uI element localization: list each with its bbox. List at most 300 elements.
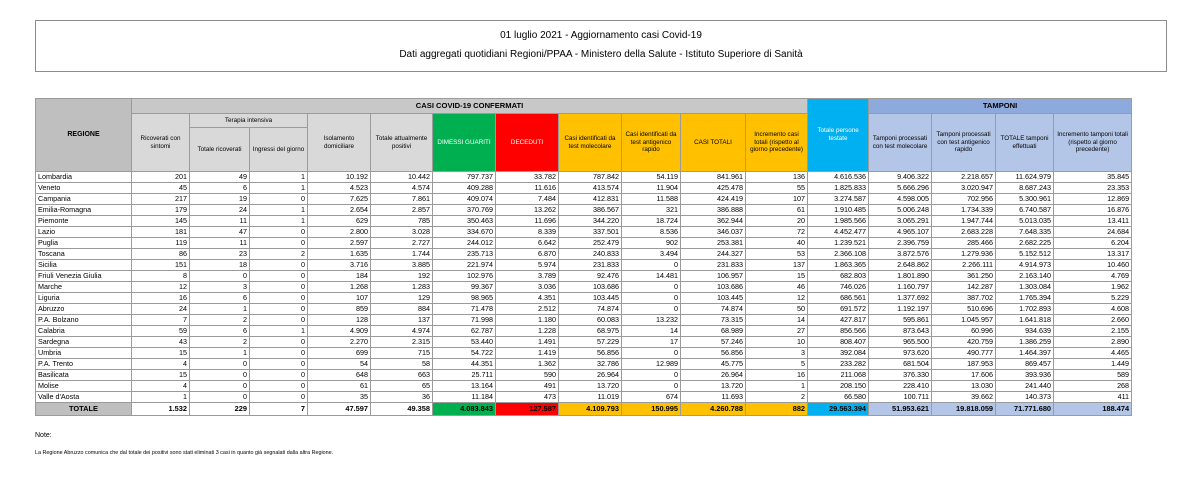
region-name-cell: Veneto xyxy=(36,183,132,194)
table-row xyxy=(36,216,1132,227)
table-cell: 681.504 xyxy=(869,359,932,370)
table-cell: 6 xyxy=(190,183,250,194)
table-cell: 3.872.576 xyxy=(869,249,932,260)
table-cell: 145 xyxy=(132,216,190,227)
col-casi-antigenico: Casi identificati da test antigenico rapido xyxy=(622,114,681,172)
table-cell: 24 xyxy=(132,304,190,315)
table-cell: 4.523 xyxy=(308,183,371,194)
total-cell: 188.474 xyxy=(1054,403,1132,416)
table-cell: 241.440 xyxy=(996,381,1054,392)
table-cell: 36 xyxy=(371,392,433,403)
table-cell: 17 xyxy=(622,337,681,348)
table-cell: 409.288 xyxy=(433,183,496,194)
table-cell: 702.956 xyxy=(932,194,996,205)
table-cell: 17.606 xyxy=(932,370,996,381)
table-cell: 11 xyxy=(190,238,250,249)
col-persone-testate: Totale persone testate xyxy=(808,99,869,172)
table-cell: 66.580 xyxy=(808,392,869,403)
col-ricoverati: Ricoverati con sintomi xyxy=(132,114,190,172)
total-cell: 7 xyxy=(250,403,308,416)
table-cell: 56.856 xyxy=(681,348,746,359)
table-cell: 0 xyxy=(622,282,681,293)
table-cell: 49 xyxy=(190,172,250,183)
table-cell: 103.445 xyxy=(559,293,622,304)
table-cell: 7.861 xyxy=(371,194,433,205)
table-cell: 268 xyxy=(1054,381,1132,392)
table-row xyxy=(36,172,1132,183)
table-cell: 19 xyxy=(190,194,250,205)
group-terapia-intensiva: Terapia intensiva xyxy=(190,114,308,128)
table-cell: 629 xyxy=(308,216,371,227)
table-cell: 3.494 xyxy=(622,249,681,260)
col-attualmente-positivi: Totale attualmente positivi xyxy=(371,114,433,172)
table-cell: 6.740.587 xyxy=(996,205,1054,216)
table-cell: 346.037 xyxy=(681,227,746,238)
table-cell: 2.890 xyxy=(1054,337,1132,348)
table-cell: 10.192 xyxy=(308,172,371,183)
col-ti-ingressi: Ingressi del giorno xyxy=(250,128,308,172)
table-cell: 2.315 xyxy=(371,337,433,348)
total-cell: 71.771.680 xyxy=(996,403,1054,416)
table-cell: 71.478 xyxy=(433,304,496,315)
table-cell: 15 xyxy=(132,348,190,359)
table-cell: 221.974 xyxy=(433,260,496,271)
table-cell: 99.367 xyxy=(433,282,496,293)
total-cell: 229 xyxy=(190,403,250,416)
table-cell: 2 xyxy=(190,315,250,326)
table-cell: 1.283 xyxy=(371,282,433,293)
table-cell: 686.561 xyxy=(808,293,869,304)
table-cell: 184 xyxy=(308,271,371,282)
table-cell: 5.006.248 xyxy=(869,205,932,216)
table-cell: 142.287 xyxy=(932,282,996,293)
table-cell: 5.300.961 xyxy=(996,194,1054,205)
table-cell: 181 xyxy=(132,227,190,238)
table-cell: 1.801.890 xyxy=(869,271,932,282)
table-cell: 0 xyxy=(250,381,308,392)
table-cell: 2.155 xyxy=(1054,326,1132,337)
table-cell: 285.466 xyxy=(932,238,996,249)
region-name-cell: Abruzzo xyxy=(36,304,132,315)
region-name-cell: Lombardia xyxy=(36,172,132,183)
region-name-cell: P.A. Bolzano xyxy=(36,315,132,326)
table-cell: 100.711 xyxy=(869,392,932,403)
total-cell: 150.995 xyxy=(622,403,681,416)
col-tamponi-antigenico: Tamponi processati con test antigenico rapido xyxy=(932,114,996,172)
table-cell: 4.974 xyxy=(371,326,433,337)
table-cell: 411 xyxy=(1054,392,1132,403)
table-cell: 1.910.485 xyxy=(808,205,869,216)
table-cell: 5.013.035 xyxy=(996,216,1054,227)
region-name-cell: Calabria xyxy=(36,326,132,337)
table-cell: 595.861 xyxy=(869,315,932,326)
region-name-cell: Emilia-Romagna xyxy=(36,205,132,216)
table-cell: 11 xyxy=(190,216,250,227)
table-cell: 187.953 xyxy=(932,359,996,370)
table-cell: 2.683.228 xyxy=(932,227,996,238)
table-cell: 16 xyxy=(746,370,808,381)
total-row xyxy=(36,403,1132,416)
table-cell: 424.419 xyxy=(681,194,746,205)
table-cell: 393.936 xyxy=(996,370,1054,381)
table-cell: 321 xyxy=(622,205,681,216)
table-cell: 392.084 xyxy=(808,348,869,359)
table-cell: 4.914.973 xyxy=(996,260,1054,271)
table-cell: 92.476 xyxy=(559,271,622,282)
table-cell: 10 xyxy=(746,337,808,348)
table-row xyxy=(36,359,1132,370)
table-cell: 491 xyxy=(496,381,559,392)
table-row xyxy=(36,337,1132,348)
group-tamponi: TAMPONI xyxy=(869,99,1132,114)
col-tamponi-totale: TOTALE tamponi effettuati xyxy=(996,114,1054,172)
table-cell: 102.976 xyxy=(433,271,496,282)
table-cell: 0 xyxy=(190,392,250,403)
table-cell: 13.232 xyxy=(622,315,681,326)
table-cell: 2.266.111 xyxy=(932,260,996,271)
table-cell: 1.449 xyxy=(1054,359,1132,370)
table-cell: 201 xyxy=(132,172,190,183)
table-cell: 192 xyxy=(371,271,433,282)
table-cell: 10.460 xyxy=(1054,260,1132,271)
table-cell: 7.625 xyxy=(308,194,371,205)
table-cell: 14.481 xyxy=(622,271,681,282)
table-cell: 5 xyxy=(746,359,808,370)
table-cell: 45 xyxy=(132,183,190,194)
table-cell: 1.419 xyxy=(496,348,559,359)
table-cell: 0 xyxy=(190,359,250,370)
table-cell: 691.572 xyxy=(808,304,869,315)
table-cell: 55 xyxy=(746,183,808,194)
table-cell: 427.817 xyxy=(808,315,869,326)
table-cell: 1.377.692 xyxy=(869,293,932,304)
table-cell: 45.775 xyxy=(681,359,746,370)
total-cell: 47.597 xyxy=(308,403,371,416)
table-cell: 884 xyxy=(371,304,433,315)
table-cell: 2.727 xyxy=(371,238,433,249)
table-cell: 1.045.957 xyxy=(932,315,996,326)
region-name-cell: Lazio xyxy=(36,227,132,238)
table-cell: 7.484 xyxy=(496,194,559,205)
table-cell: 103.445 xyxy=(681,293,746,304)
table-row xyxy=(36,315,1132,326)
total-cell: 51.953.621 xyxy=(869,403,932,416)
table-cell: 3.716 xyxy=(308,260,371,271)
table-cell: 11.904 xyxy=(622,183,681,194)
table-cell: 68.975 xyxy=(559,326,622,337)
table-cell: 68.989 xyxy=(681,326,746,337)
table-cell: 24 xyxy=(190,205,250,216)
table-cell: 11.696 xyxy=(496,216,559,227)
table-cell: 350.463 xyxy=(433,216,496,227)
region-name-cell: Piemonte xyxy=(36,216,132,227)
table-cell: 1.702.893 xyxy=(996,304,1054,315)
group-casi-confermati: CASI COVID-19 CONFERMATI xyxy=(132,99,808,114)
table-cell: 11.693 xyxy=(681,392,746,403)
table-cell: 15 xyxy=(132,370,190,381)
table-cell: 1 xyxy=(132,392,190,403)
table-cell: 8.536 xyxy=(622,227,681,238)
table-cell: 0 xyxy=(190,271,250,282)
table-cell: 4.769 xyxy=(1054,271,1132,282)
table-cell: 40 xyxy=(746,238,808,249)
table-cell: 208.150 xyxy=(808,381,869,392)
table-cell: 129 xyxy=(371,293,433,304)
table-cell: 26.964 xyxy=(559,370,622,381)
table-cell: 217 xyxy=(132,194,190,205)
table-cell: 4.909 xyxy=(308,326,371,337)
table-cell: 0 xyxy=(250,227,308,238)
table-cell: 12 xyxy=(132,282,190,293)
table-cell: 1 xyxy=(746,381,808,392)
table-cell: 1.765.394 xyxy=(996,293,1054,304)
total-cell: 1.532 xyxy=(132,403,190,416)
table-cell: 0 xyxy=(250,348,308,359)
table-cell: 0 xyxy=(622,370,681,381)
table-cell: 4.965.107 xyxy=(869,227,932,238)
table-cell: 859 xyxy=(308,304,371,315)
table-cell: 0 xyxy=(250,370,308,381)
table-cell: 785 xyxy=(371,216,433,227)
table-cell: 5.152.512 xyxy=(996,249,1054,260)
table-cell: 6.642 xyxy=(496,238,559,249)
table-cell: 0 xyxy=(250,304,308,315)
region-name-cell: Sicilia xyxy=(36,260,132,271)
table-cell: 140.373 xyxy=(996,392,1054,403)
col-deceduti: DECEDUTI xyxy=(496,114,559,172)
table-row xyxy=(36,260,1132,271)
table-cell: 873.643 xyxy=(869,326,932,337)
table-cell: 1.947.744 xyxy=(932,216,996,227)
table-cell: 13.411 xyxy=(1054,216,1132,227)
table-row xyxy=(36,370,1132,381)
table-cell: 13.164 xyxy=(433,381,496,392)
table-cell: 1.744 xyxy=(371,249,433,260)
table-cell: 1 xyxy=(190,304,250,315)
table-cell: 787.842 xyxy=(559,172,622,183)
table-cell: 5.666.296 xyxy=(869,183,932,194)
table-cell: 71.998 xyxy=(433,315,496,326)
table-cell: 808.407 xyxy=(808,337,869,348)
table-cell: 344.220 xyxy=(559,216,622,227)
table-cell: 57.246 xyxy=(681,337,746,348)
table-row xyxy=(36,293,1132,304)
table-cell: 490.777 xyxy=(932,348,996,359)
table-cell: 119 xyxy=(132,238,190,249)
table-cell: 3.065.291 xyxy=(869,216,932,227)
table-cell: 58 xyxy=(371,359,433,370)
table-row xyxy=(36,238,1132,249)
table-cell: 61 xyxy=(308,381,371,392)
table-cell: 0 xyxy=(250,271,308,282)
table-cell: 1.386.259 xyxy=(996,337,1054,348)
table-cell: 4.598.005 xyxy=(869,194,932,205)
table-cell: 4.351 xyxy=(496,293,559,304)
table-cell: 137 xyxy=(371,315,433,326)
table-row xyxy=(36,304,1132,315)
table-cell: 54.119 xyxy=(622,172,681,183)
table-cell: 841.961 xyxy=(681,172,746,183)
table-cell: 2.660 xyxy=(1054,315,1132,326)
region-name-cell: Liguria xyxy=(36,293,132,304)
table-cell: 1.985.566 xyxy=(808,216,869,227)
table-cell: 47 xyxy=(190,227,250,238)
table-cell: 54 xyxy=(308,359,371,370)
table-cell: 11.624.979 xyxy=(996,172,1054,183)
table-cell: 2.654 xyxy=(308,205,371,216)
table-cell: 3 xyxy=(190,282,250,293)
table-cell: 57.229 xyxy=(559,337,622,348)
table-cell: 1.192.197 xyxy=(869,304,932,315)
table-cell: 3 xyxy=(746,348,808,359)
total-cell: 19.818.059 xyxy=(932,403,996,416)
table-cell: 16.876 xyxy=(1054,205,1132,216)
table-cell: 934.639 xyxy=(996,326,1054,337)
table-cell: 3.274.587 xyxy=(808,194,869,205)
table-cell: 107 xyxy=(308,293,371,304)
table-row xyxy=(36,194,1132,205)
table-cell: 0 xyxy=(190,381,250,392)
table-cell: 15 xyxy=(746,271,808,282)
table-cell: 26.964 xyxy=(681,370,746,381)
table-cell: 2.800 xyxy=(308,227,371,238)
table-cell: 0 xyxy=(622,293,681,304)
table-body xyxy=(36,172,1132,416)
table-cell: 10.442 xyxy=(371,172,433,183)
table-cell: 682.803 xyxy=(808,271,869,282)
table-cell: 46 xyxy=(746,282,808,293)
table-cell: 13.720 xyxy=(559,381,622,392)
table-cell: 6 xyxy=(190,293,250,304)
table-cell: 6.870 xyxy=(496,249,559,260)
table-cell: 0 xyxy=(250,238,308,249)
table-cell: 12.869 xyxy=(1054,194,1132,205)
table-cell: 715 xyxy=(371,348,433,359)
table-cell: 674 xyxy=(622,392,681,403)
table-cell: 39.662 xyxy=(932,392,996,403)
table-cell: 179 xyxy=(132,205,190,216)
table-cell: 1.362 xyxy=(496,359,559,370)
total-cell: 4.260.788 xyxy=(681,403,746,416)
table-cell: 409.074 xyxy=(433,194,496,205)
table-cell: 386.888 xyxy=(681,205,746,216)
notes-text: La Regione Abruzzo comunica che dal totale dei positivi sono stati eliminati 3 casi in quanto già segnalati dalla altra Regione. xyxy=(35,450,334,456)
table-cell: 1 xyxy=(190,348,250,359)
table-cell: 11.019 xyxy=(559,392,622,403)
table-cell: 510.696 xyxy=(932,304,996,315)
table-cell: 1.464.397 xyxy=(996,348,1054,359)
table-cell: 0 xyxy=(622,304,681,315)
total-cell: 127.587 xyxy=(496,403,559,416)
table-cell: 6 xyxy=(190,326,250,337)
table-cell: 98.965 xyxy=(433,293,496,304)
table-cell: 2.396.759 xyxy=(869,238,932,249)
col-tamponi-molecolare: Tamponi processati con test molecolare xyxy=(869,114,932,172)
table-cell: 0 xyxy=(250,392,308,403)
table-cell: 4.465 xyxy=(1054,348,1132,359)
notes-label: Note: xyxy=(35,432,52,439)
table-cell: 1.641.818 xyxy=(996,315,1054,326)
table-cell: 18.724 xyxy=(622,216,681,227)
table-cell: 151 xyxy=(132,260,190,271)
table-row xyxy=(36,381,1132,392)
table-cell: 24.684 xyxy=(1054,227,1132,238)
table-cell: 4.452.477 xyxy=(808,227,869,238)
table-cell: 1.825.833 xyxy=(808,183,869,194)
col-incremento-tamponi: Incremento tamponi totali (rispetto al giorno precedente) xyxy=(1054,114,1132,172)
col-casi-molecolare: Casi identificati da test molecolare xyxy=(559,114,622,172)
table-cell: 1.734.339 xyxy=(932,205,996,216)
table-row xyxy=(36,392,1132,403)
table-cell: 3.789 xyxy=(496,271,559,282)
table-cell: 334.670 xyxy=(433,227,496,238)
table-cell: 0 xyxy=(250,194,308,205)
table-cell: 4.574 xyxy=(371,183,433,194)
table-cell: 16 xyxy=(132,293,190,304)
table-cell: 20 xyxy=(746,216,808,227)
table-cell: 1.279.936 xyxy=(932,249,996,260)
table-cell: 74.874 xyxy=(681,304,746,315)
table-cell: 62.787 xyxy=(433,326,496,337)
table-cell: 32.786 xyxy=(559,359,622,370)
table-cell: 11.184 xyxy=(433,392,496,403)
table-cell: 2 xyxy=(746,392,808,403)
table-cell: 0 xyxy=(622,348,681,359)
table-cell: 12 xyxy=(746,293,808,304)
table-cell: 3.036 xyxy=(496,282,559,293)
table-row xyxy=(36,271,1132,282)
table-cell: 73.315 xyxy=(681,315,746,326)
table-cell: 53 xyxy=(746,249,808,260)
table-cell: 14 xyxy=(746,315,808,326)
table-cell: 425.478 xyxy=(681,183,746,194)
table-cell: 2.366.108 xyxy=(808,249,869,260)
table-cell: 137 xyxy=(746,260,808,271)
table-cell: 1.268 xyxy=(308,282,371,293)
table-cell: 0 xyxy=(250,337,308,348)
table-cell: 0 xyxy=(190,370,250,381)
report-subtitle: Dati aggregati quotidiani Regioni/PPAA - Ministero della Salute - Istituto Superiore di Sanità xyxy=(399,49,803,60)
table-cell: 1 xyxy=(250,183,308,194)
table-cell: 8.339 xyxy=(496,227,559,238)
table-cell: 3.885 xyxy=(371,260,433,271)
table-cell: 4.608 xyxy=(1054,304,1132,315)
table-cell: 61 xyxy=(746,205,808,216)
table-row xyxy=(36,249,1132,260)
table-cell: 253.381 xyxy=(681,238,746,249)
table-cell: 699 xyxy=(308,348,371,359)
table-cell: 103.686 xyxy=(681,282,746,293)
table-cell: 1 xyxy=(250,216,308,227)
table-cell: 23 xyxy=(190,249,250,260)
table-cell: 376.330 xyxy=(869,370,932,381)
region-name-cell: Basilicata xyxy=(36,370,132,381)
table-cell: 35.845 xyxy=(1054,172,1132,183)
table-cell: 2.857 xyxy=(371,205,433,216)
table-cell: 3.028 xyxy=(371,227,433,238)
table-cell: 2.163.140 xyxy=(996,271,1054,282)
total-cell: 29.563.394 xyxy=(808,403,869,416)
table-cell: 74.874 xyxy=(559,304,622,315)
table-cell: 228.410 xyxy=(869,381,932,392)
table-cell: 50 xyxy=(746,304,808,315)
table-cell: 1 xyxy=(250,172,308,183)
table-cell: 869.457 xyxy=(996,359,1054,370)
table-cell: 2.648.862 xyxy=(869,260,932,271)
col-incremento-casi: Incremento casi totali (rispetto al giorno precedente) xyxy=(746,114,808,172)
table-cell: 6.204 xyxy=(1054,238,1132,249)
table-row xyxy=(36,348,1132,359)
